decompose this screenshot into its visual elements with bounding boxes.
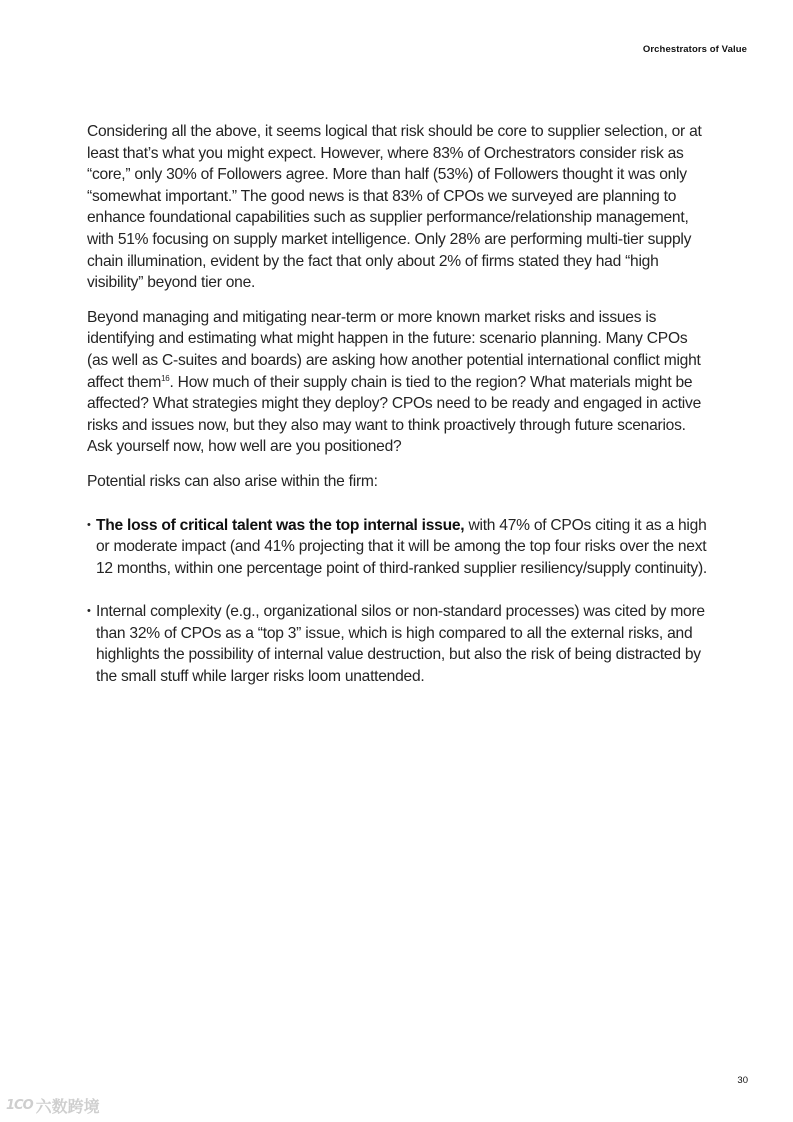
bullet-critical-talent: [87, 515, 712, 580]
running-header: Orchestrators of Value: [642, 44, 747, 55]
watermark-logo-icon: 1CO: [6, 1098, 33, 1113]
footnote-ref: 16: [161, 373, 170, 383]
paragraph-scenario-planning: [87, 307, 712, 458]
bullet-text: Internal complexity (e.g., organizational silos or non-standard processes) was cited by more than 32% of CPOs as a “top 3” issue, which is high compared to all the external risks, and highlights the possibility of internal value destruction, but also the risk of being distracted by the small stuff while larger risks loom unattended.: [96, 603, 705, 686]
watermark-text: 六数跨境: [35, 1099, 100, 1116]
paragraph-scenario-text-cont: . How much of their supply chain is tied to the region? What materials might be affected? What strategies might they deploy? CPOs need to be ready and engaged in active risks and issues now, but they also may want to think proactively through future scenarios. Ask yourself now, how well are you positioned?: [87, 373, 701, 456]
bullet-bold-lead: The loss of critical talent was the top internal issue,: [96, 516, 465, 534]
page-number: 30: [737, 1075, 748, 1086]
risk-bullet-list: [87, 515, 712, 688]
body-content: [87, 121, 712, 710]
bullet-text: with 47% of CPOs citing it as a high or moderate impact (and 41% projecting that it will be among the top four risks over the next 12 months, within one percentage point of third-ranked supplier resiliency/supply continuity).: [96, 516, 707, 577]
paragraph-risk-core: Considering all the above, it seems logical that risk should be core to supplier selection, or at least that’s what you might expect. However, where 83% of Orchestrators consider risk as “core,” only 30% of Followers agree. More than half (53%) of Followers thought it was only “somewhat important.” The good news is that 83% of CPOs we surveyed are planning to enhance foundational capabilities such as supplier performance/relationship management, with 51% focusing on supply market intelligence. Only 28% are performing multi-tier supply chain illumination, evident by the fact that only about 2% of firms stated they had “high visibility” beyond tier one.: [87, 123, 702, 292]
watermark: [6, 1094, 100, 1117]
paragraph-internal-risks: Potential risks can also arise within the firm:: [87, 472, 378, 490]
paragraph-scenario-text: Beyond managing and mitigating near-term or more known market risks and issues is identifying and estimating what might happen in the future: scenario planning. Many CPOs (as well as C-suites and boards) are asking how another potential international conflict might affect them: [87, 308, 701, 391]
bullet-internal-complexity: [87, 601, 712, 687]
